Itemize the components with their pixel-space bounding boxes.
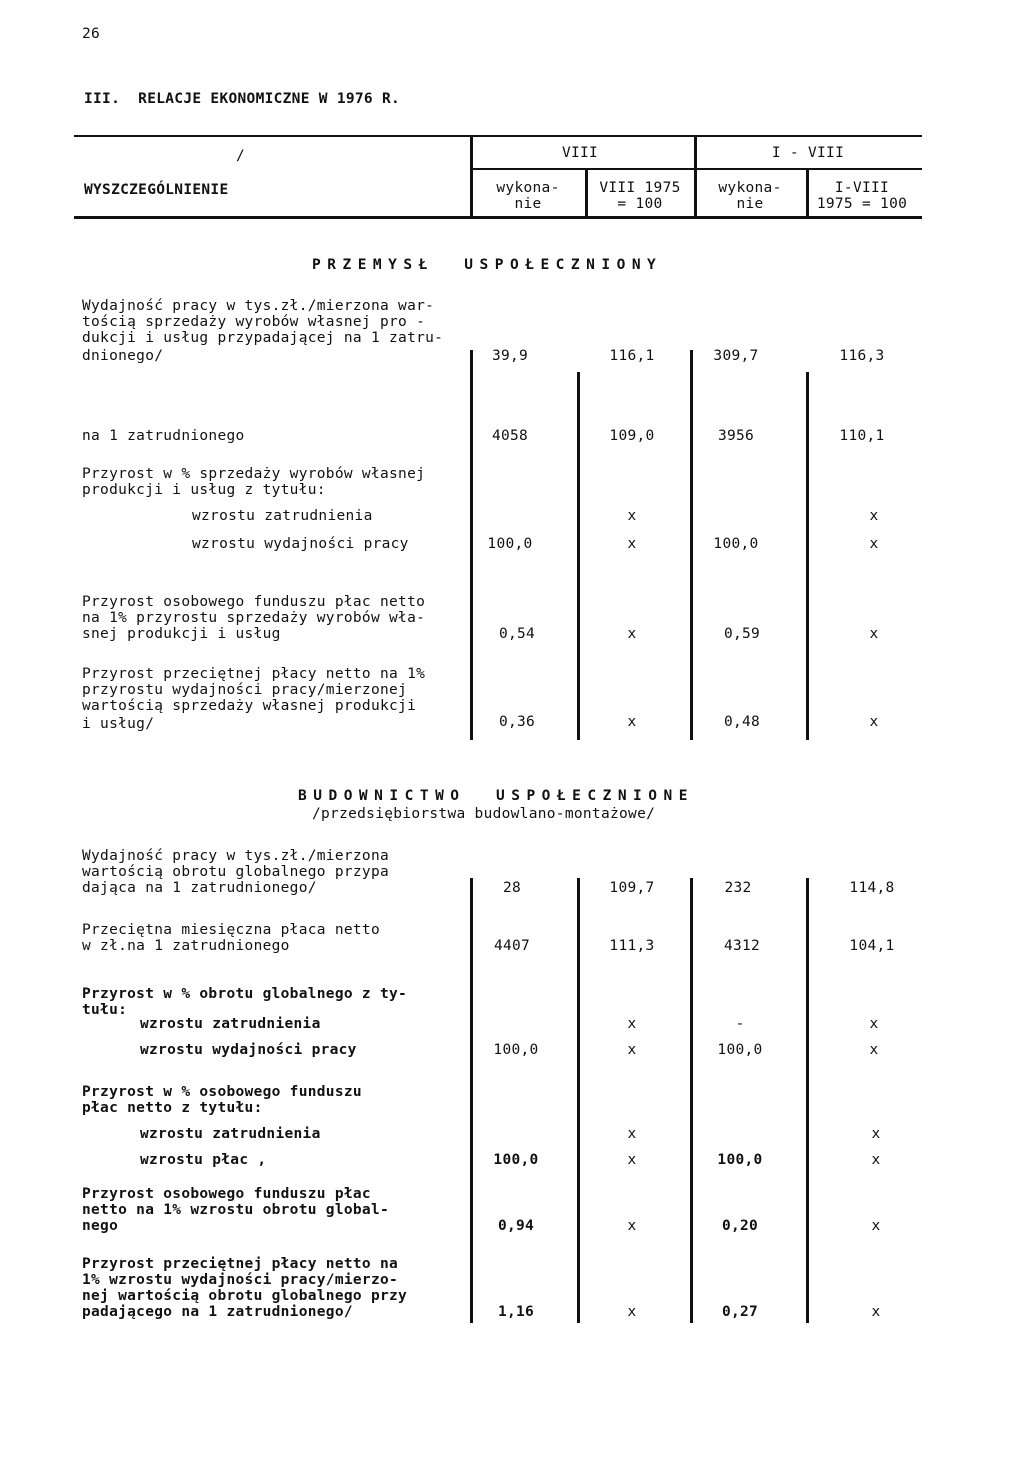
- row-label-line: na 1% przyrostu sprzedaży wyrobów wła-: [82, 610, 426, 626]
- cell-col3: 3956: [717, 428, 755, 444]
- row-label-line: na 1 zatrudnionego: [82, 428, 245, 444]
- cell-col1: 100,0: [487, 536, 533, 552]
- header-group-viii: VIII: [561, 145, 599, 161]
- cell-col3: 100,0: [717, 1042, 763, 1058]
- header-stub-label: WYSZCZEGÓLNIENIE: [84, 182, 229, 198]
- cell-col4: x: [871, 1218, 881, 1234]
- row-label-line: dukcji i usług przypadającej na 1 zatru-: [82, 330, 444, 346]
- header-col4-line1: I-VIII: [834, 180, 890, 196]
- row-label-line: snej produkcji i usług: [82, 626, 281, 642]
- row-label-line: i usług/: [82, 716, 155, 732]
- row-label-line: 1% wzrostu wydajności pracy/mierzo-: [82, 1272, 399, 1288]
- cell-col2: x: [627, 508, 637, 524]
- cell-col2: x: [627, 626, 637, 642]
- row-label-line: Przyrost w % osobowego funduszu: [82, 1084, 362, 1100]
- row-label-line: produkcji i usług z tytułu:: [82, 482, 326, 498]
- header-mid-rule: [472, 168, 922, 170]
- row-label-line: Wydajność pracy w tys.zł./mierzona war-: [82, 298, 435, 314]
- header-top-rule: [74, 135, 922, 137]
- row-label-line: wzrostu zatrudnienia: [140, 1126, 321, 1142]
- cell-col2: x: [627, 1016, 637, 1032]
- cell-col1: 100,0: [493, 1042, 539, 1058]
- cell-col4: x: [869, 536, 879, 552]
- cell-col2: 109,7: [609, 880, 655, 896]
- header-stub-mark: /: [236, 148, 246, 164]
- row-label-line: nego: [82, 1218, 119, 1234]
- header-col3-line2: nie: [736, 196, 764, 212]
- row-label-line: wartością sprzedaży własnej produkcji: [82, 698, 417, 714]
- body1-divider-4: [806, 372, 809, 740]
- body2-divider-2: [577, 878, 580, 1323]
- cell-col1: 0,36: [498, 714, 536, 730]
- section2-title: BUDOWNICTWO USPOŁECZNIONE: [298, 788, 694, 804]
- header-group-i-viii: I - VIII: [771, 145, 845, 161]
- row-label-line: Przyrost w % sprzedaży wyrobów własnej: [82, 466, 426, 482]
- cell-col3: 100,0: [713, 536, 759, 552]
- cell-col4: x: [871, 1304, 881, 1320]
- cell-col2: x: [627, 536, 637, 552]
- cell-col2: 109,0: [609, 428, 655, 444]
- cell-col2: x: [627, 1126, 637, 1142]
- header-divider-1: [470, 135, 473, 219]
- cell-col4: x: [869, 626, 879, 642]
- cell-col3: 100,0: [717, 1152, 763, 1168]
- row-label-line: Wydajność pracy w tys.zł./mierzona: [82, 848, 390, 864]
- header-divider-3: [694, 135, 697, 219]
- cell-col4: 104,1: [849, 938, 895, 954]
- row-label-line: wzrostu zatrudnienia: [140, 1016, 321, 1032]
- row-label-line: przyrostu wydajności pracy/mierzonej: [82, 682, 408, 698]
- row-label-line: dająca na 1 zatrudnionego/: [82, 880, 317, 896]
- cell-col1: 4407: [493, 938, 531, 954]
- row-label-line: Przyrost przeciętnej płacy netto na: [82, 1256, 399, 1272]
- body2-divider-1: [470, 878, 473, 1323]
- section2-subtitle: /przedsiębiorstwa budowlano-montażowe/: [312, 806, 656, 822]
- cell-col4: x: [869, 1042, 879, 1058]
- cell-col1: 0,94: [497, 1218, 535, 1234]
- cell-col2: x: [627, 714, 637, 730]
- cell-col4: 116,3: [839, 348, 885, 364]
- cell-col3: 232: [724, 880, 752, 896]
- header-bottom-rule: [74, 216, 922, 219]
- cell-col4: 110,1: [839, 428, 885, 444]
- cell-col2: x: [627, 1152, 637, 1168]
- cell-col2: x: [627, 1218, 637, 1234]
- row-label-line: netto na 1% wzrostu obrotu global-: [82, 1202, 390, 1218]
- row-label-line: wzrostu zatrudnienia: [192, 508, 373, 524]
- cell-col4: x: [869, 508, 879, 524]
- header-divider-2: [585, 168, 588, 219]
- cell-col2: x: [627, 1304, 637, 1320]
- row-label-line: płac netto z tytułu:: [82, 1100, 263, 1116]
- row-label-line: Przeciętna miesięczna płaca netto: [82, 922, 380, 938]
- row-label-line: Przyrost w % obrotu globalnego z ty-: [82, 986, 408, 1002]
- cell-col3: 0,27: [721, 1304, 759, 1320]
- row-label-line: wzrostu wydajności pracy: [192, 536, 409, 552]
- row-label-line: tością sprzedaży wyrobów własnej pro -: [82, 314, 426, 330]
- cell-col3: 0,48: [723, 714, 761, 730]
- cell-col3: 0,20: [721, 1218, 759, 1234]
- cell-col4: x: [871, 1152, 881, 1168]
- header-col2-line2: = 100: [617, 196, 663, 212]
- cell-col1: 0,54: [498, 626, 536, 642]
- row-label-line: wzrostu wydajności pracy: [140, 1042, 357, 1058]
- header-col1-line2: nie: [514, 196, 542, 212]
- cell-col4: 114,8: [849, 880, 895, 896]
- row-label-line: Przyrost osobowego funduszu płac netto: [82, 594, 426, 610]
- chapter-title: III. RELACJE EKONOMICZNE W 1976 R.: [84, 91, 401, 107]
- cell-col3: 0,59: [723, 626, 761, 642]
- cell-col1: 100,0: [493, 1152, 539, 1168]
- row-label-line: w zł.na 1 zatrudnionego: [82, 938, 290, 954]
- cell-col4: x: [869, 1016, 879, 1032]
- row-label-line: dnionego/: [82, 348, 164, 364]
- body1-divider-3: [690, 350, 693, 740]
- cell-col2: 116,1: [609, 348, 655, 364]
- header-col1-line1: wykona-: [496, 180, 560, 196]
- header-col2-line1: VIII 1975: [599, 180, 681, 196]
- header-divider-4: [806, 168, 809, 219]
- cell-col3: -: [735, 1016, 745, 1032]
- row-label-line: nej wartością obrotu globalnego przy: [82, 1288, 408, 1304]
- cell-col3: 309,7: [713, 348, 759, 364]
- cell-col2: 111,3: [609, 938, 655, 954]
- body2-divider-3: [690, 878, 693, 1323]
- body2-divider-4: [806, 878, 809, 1323]
- row-label-line: wzrostu płac ,: [140, 1152, 267, 1168]
- cell-col3: 4312: [723, 938, 761, 954]
- body1-divider-2: [577, 372, 580, 740]
- cell-col4: x: [871, 1126, 881, 1142]
- cell-col1: 39,9: [491, 348, 529, 364]
- header-col4-line2: 1975 = 100: [816, 196, 908, 212]
- section1-title: PRZEMYSŁ USPOŁECZNIONY: [312, 257, 663, 273]
- row-label-line: Przyrost przeciętnej płacy netto na 1%: [82, 666, 426, 682]
- body1-divider-1: [470, 350, 473, 740]
- row-label-line: tułu:: [82, 1002, 128, 1018]
- page-number: 26: [82, 26, 101, 42]
- cell-col4: x: [869, 714, 879, 730]
- header-col3-line1: wykona-: [718, 180, 782, 196]
- cell-col1: 4058: [491, 428, 529, 444]
- row-label-line: Przyrost osobowego funduszu płac: [82, 1186, 371, 1202]
- cell-col1: 28: [502, 880, 522, 896]
- row-label-line: padającego na 1 zatrudnionego/: [82, 1304, 353, 1320]
- cell-col1: 1,16: [497, 1304, 535, 1320]
- row-label-line: wartością obrotu globalnego przypa: [82, 864, 390, 880]
- cell-col2: x: [627, 1042, 637, 1058]
